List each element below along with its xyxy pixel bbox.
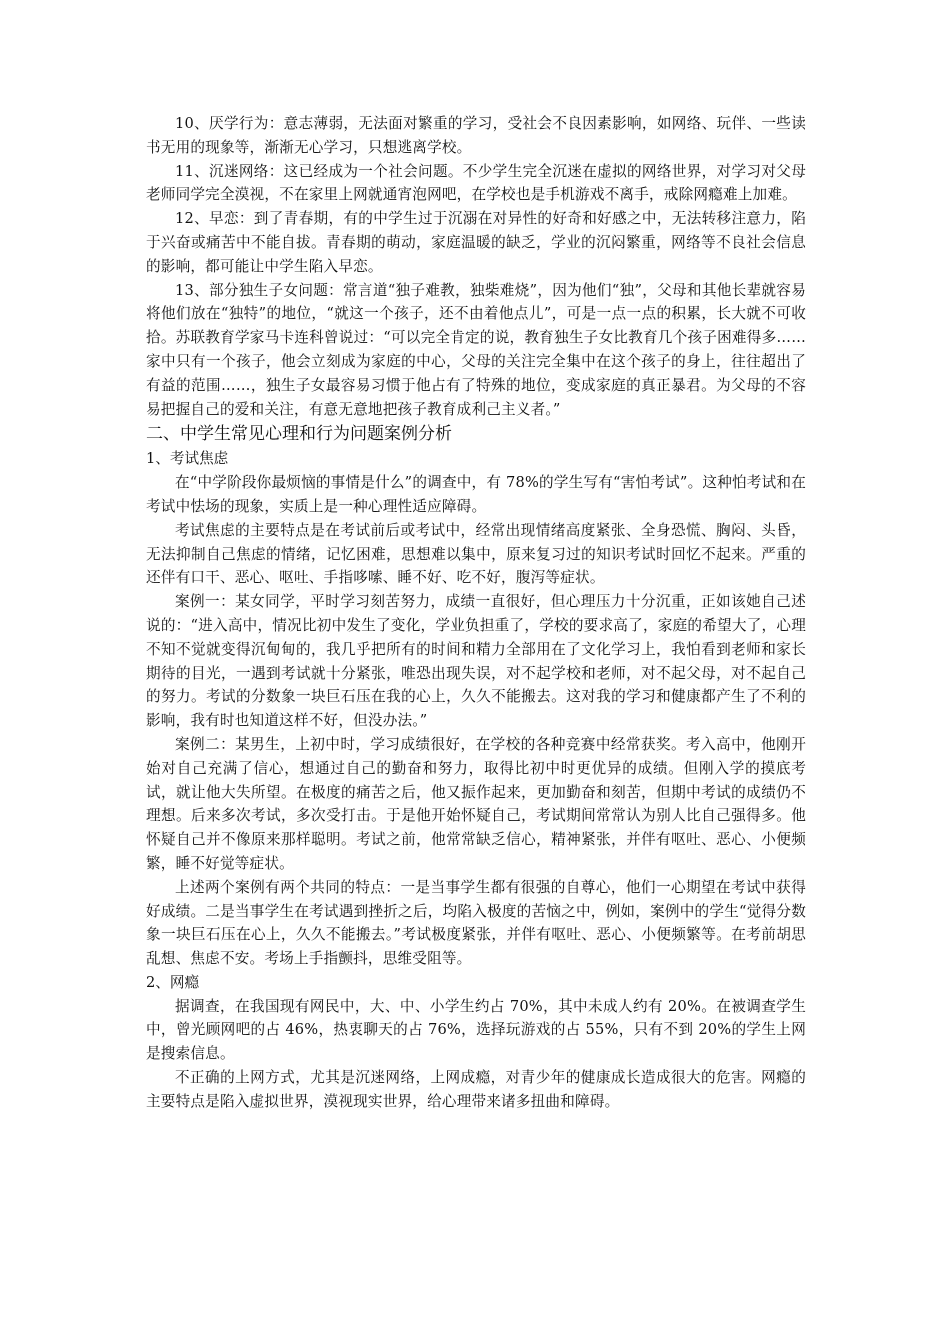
exam-survey-paragraph: 在“中学阶段你最烦恼的事情是什么”的调查中，有 78%的学生写有“害怕考试”。这种怕考试和在考试中怯场的现象，实质上是一种心理性适应障碍。 <box>146 474 806 515</box>
case-summary-paragraph: 上述两个案例有两个共同的特点：一是当事学生都有很强的自尊心，他们一心期望在考试中获得好成绩。二是当事学生在考试遇到挫折之后，均陷入极度的苦恼之中，例如，案例中的学生“觉得分数象一块巨石压在心上，久久不能搬去。”考试极度紧张，并伴有呕吐、恶心、小便频繁等。在考前胡思乱想、焦虑不安。考场上手指颤抖，思维受阻等。 <box>146 878 806 968</box>
paragraph-item-13: 13、部分独生子女问题：常言道“独子难教，独柴难烧”，因为他们“独”，父母和其他长辈就容易将他们放在“独特”的地位，“就这一个孩子，还不由着他点儿”，可是一点一点的积累，长大就不可收拾。苏联教育学家马卡连科曾说过：“可以完全肯定的说，教育独生子女比教育几个孩子困难得多……家中只有一个孩子，他会立刻成为家庭的中心，父母的关注完全集中在这个孩子的身上，往往超出了有益的范围……，独生子女最容易习惯于他占有了特殊的地位，变成家庭的真正暴君。为父母的不容易把握自己的爱和关注，有意无意地把孩子教育成利己主义者。” <box>146 281 806 418</box>
paragraph-item-11: 11、沉迷网络：这已经成为一个社会问题。不少学生完全沉迷在虚拟的网络世界，对学习对父母老师同学完全漠视，不在家里上网就通宵泡网吧，在学校也是手机游戏不离手，戒除网瘾难上加难。 <box>146 162 806 204</box>
paragraph-item-12: 12、早恋：到了青春期，有的中学生过于沉溺在对异性的好奇和好感之中，无法转移注意力，陷于兴奋或痛苦中不能自拔。青春期的萌动，家庭温暖的缺乏，学业的沉闷繁重，网络等不良社会信息的影响，都可能让中学生陷入早恋。 <box>146 210 806 275</box>
subsection-exam-anxiety-heading: 1、考试焦虑 <box>146 450 229 468</box>
exam-features-paragraph: 考试焦虑的主要特点是在考试前后或考试中，经常出现情绪高度紧张、全身恐慌、胸闷、头昏，无法抑制自己焦虑的情绪，记忆困难，思想难以集中，原来复习过的知识考试时回忆不起来。严重的还伴有口干、恶心、呕吐、手指哆嗦、睡不好、吃不好，腹泻等症状。 <box>146 521 806 587</box>
subsection-internet-addiction-heading: 2、网瘾 <box>146 973 200 991</box>
section-title: 二、中学生常见心理和行为问题案例分析 <box>146 424 452 445</box>
case-one-paragraph: 案例一：某女同学，平时学习刻苦努力，成绩一直很好，但心理压力十分沉重，正如该她自己述说的：“进入高中，情况比初中发生了变化，学业负担重了，学校的要求高了，家庭的希望大了，心理不知不觉就变得沉甸甸的，我几乎把所有的时间和精力全部用在了文化学习上，我怕看到老师和家长期待的目光，一遇到考试就十分紧张，唯恐出现失误，对不起学校和老师，对不起父母，对不起自己的努力。考试的分数象一块巨石压在我的心上，久久不能搬去。这对我的学习和健康都产生了不利的影响，我有时也知道这样不好，但没办法。” <box>146 593 806 730</box>
paragraph-item-10: 10、厌学行为：意志薄弱，无法面对繁重的学习，受社会不良因素影响，如网络、玩伴、一些读书无用的现象等，渐渐无心学习，只想逃离学校。 <box>146 115 806 156</box>
net-harm-paragraph: 不正确的上网方式，尤其是沉迷网络，上网成瘾，对青少年的健康成长造成很大的危害。网瘾的主要特点是陷入虚拟世界，漠视现实世界，给心理带来诸多扭曲和障碍。 <box>146 1069 806 1110</box>
net-survey-paragraph: 据调查，在我国现有网民中，大、中、小学生约占 70%，其中未成人约有 20%。在被调查学生中，曾光顾网吧的占 46%，热衷聊天的占 76%，选择玩游戏的占 55%，只有不到 20%的学生上网是搜索信息。 <box>146 997 806 1063</box>
case-two-paragraph: 案例二：某男生，上初中时，学习成绩很好，在学校的各种竞赛中经常获奖。考入高中，他刚开始对自己充满了信心，想通过自己的勤奋和努力，取得比初中时更优异的成绩。但刚入学的摸底考试，就让他大失所望。在极度的痛苦之后，他又振作起来，更加勤奋和刻苦，但期中考试的成绩仍不理想。后来多次考试，多次受打击。于是他开始怀疑自己，考试期间常常认为别人比自己强得多。他怀疑自己并不像原来那样聪明。考试之前，他常常缺乏信心，精神紧张，并伴有呕吐、恶心、小便频繁，睡不好觉等症状。 <box>146 735 806 872</box>
